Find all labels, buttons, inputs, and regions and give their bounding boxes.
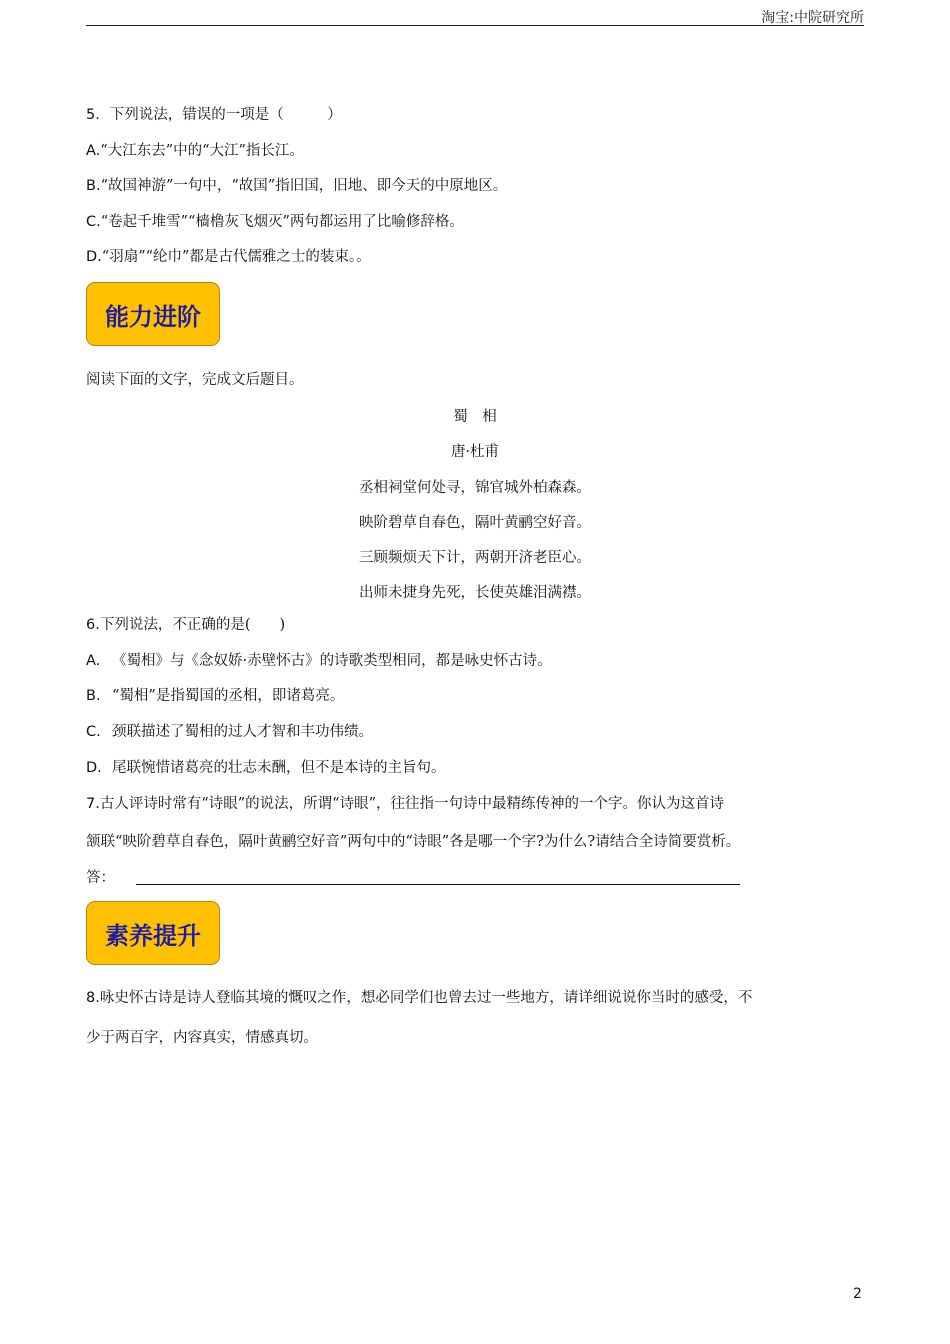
poem-line: 映阶碧草自春色，隔叶黄鹂空好音。 [359, 515, 591, 531]
q8-line-2: 少于两百字，内容真实，情感真切。 [86, 1030, 318, 1046]
option-letter: D. [86, 760, 102, 776]
q7-number: 7. [86, 796, 100, 812]
q5-option-a [86, 141, 304, 161]
option-text: 《蜀相》与《念奴娇·赤壁怀古》的诗歌类型相同，都是咏史怀古诗。 [112, 653, 552, 669]
q7-line-2: 颔联“映阶碧草自春色，隔叶黄鹂空好音”两句中的“诗眼”各是哪一个字?为什么?请结合全诗简要赏析。 [86, 834, 741, 850]
option-text: “蜀相”是指蜀国的丞相，即诸葛亮。 [112, 688, 345, 704]
q6-number: 6. [86, 617, 100, 633]
poem-line: 丞相祠堂何处寻，锦官城外柏森森。 [359, 480, 591, 496]
q5-stem [86, 105, 342, 125]
section-badge-literacy: 素养提升 [86, 901, 220, 965]
q8-number: 8. [86, 990, 100, 1006]
poem-line: 三顾频烦天下计，两朝开济老臣心。 [359, 550, 591, 566]
q6-option-b [86, 686, 344, 706]
q5-number: 5 [86, 107, 96, 123]
option-letter: B. [86, 178, 101, 194]
option-text: “卷起千堆雪”“樯橹灰飞烟灭”两句都运用了比喻修辞格。 [100, 214, 464, 230]
page-number: 2 [853, 1286, 862, 1302]
option-text: “大江东去”中的“大江”指长江。 [100, 143, 304, 159]
answer-blank-line[interactable] [136, 884, 740, 885]
option-letter: D. [86, 249, 102, 265]
q7-text: 古人评诗时常有“诗眼”的说法，所谓“诗眼”，往往指一句诗中最精练传神的一个字。你认为这首诗 [99, 796, 724, 812]
header-divider [86, 25, 864, 26]
q6-stem-text: 下列说法，不正确的是( ) [99, 617, 286, 633]
q5-stem-text: ．下列说法，错误的一项是（ ） [95, 107, 342, 123]
q8-line-1 [86, 988, 752, 1008]
option-letter: A. [86, 143, 101, 159]
q6-option-c [86, 722, 373, 742]
option-letter: C. [86, 724, 101, 740]
option-letter: C. [86, 214, 101, 230]
option-text: “羽扇”“纶巾”都是古代儒雅之士的装束。。 [101, 249, 371, 265]
q6-option-a [86, 651, 552, 671]
q6-option-d [86, 758, 446, 778]
option-letter: A. [86, 653, 101, 669]
option-letter: B. [86, 688, 101, 704]
option-text: 尾联惋惜诸葛亮的壮志未酬，但不是本诗的主旨句。 [112, 760, 446, 776]
answer-label: 答： [86, 870, 115, 886]
q5-option-b [86, 176, 507, 196]
q8-text: 咏史怀古诗是诗人登临其境的慨叹之作，想必同学们也曾去过一些地方，请详细说说你当时的感受，不 [99, 990, 753, 1006]
option-text: 颈联描述了蜀相的过人才智和丰功伟绩。 [112, 724, 373, 740]
poem-title: 蜀 相 [453, 409, 497, 425]
section-badge-ability: 能力进阶 [86, 282, 220, 346]
reading-intro: 阅读下面的文字，完成文后题目。 [86, 372, 304, 388]
q7-line-1 [86, 794, 724, 814]
option-text: “故国神游”一句中，“故国”指旧国，旧地、即今天的中原地区。 [100, 178, 508, 194]
q5-option-d [86, 247, 371, 267]
header-text: 淘宝:中院研究所 [761, 10, 864, 26]
q5-option-c [86, 212, 464, 232]
poem-author: 唐·杜甫 [450, 444, 500, 460]
poem-line: 出师未捷身先死，长使英雄泪满襟。 [359, 585, 591, 601]
q6-stem [86, 615, 285, 635]
